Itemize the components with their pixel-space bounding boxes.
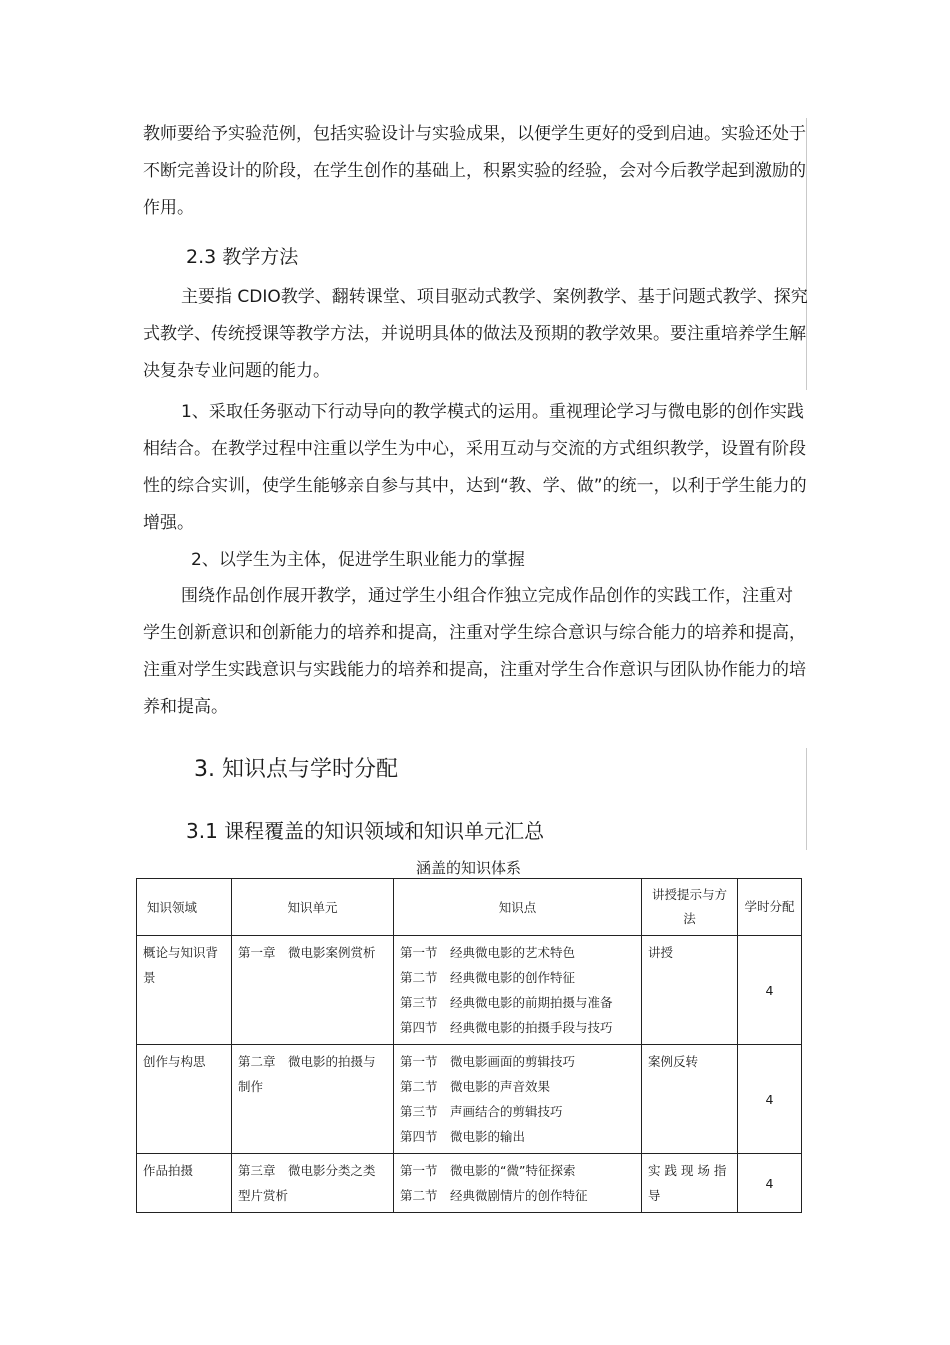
- knowledge-point: 第四节 微电影的输出: [400, 1129, 526, 1144]
- paragraph-teaching-methods: 主要指 CDIO教学、翻转课堂、项目驱动式教学、案例教学、基于问题式教学、探究式教学、传统授课等教学方法，并说明具体的做法及预期的教学效果。要注重培养学生解决复杂专业问题的能力。: [143, 287, 808, 381]
- header-method: 讲授提示与方法: [642, 879, 738, 936]
- cell-method: 案例反转: [642, 1045, 738, 1154]
- table-row: [137, 936, 802, 1045]
- knowledge-table: [136, 878, 802, 1213]
- table-caption: 涵盖的知识体系: [415, 859, 521, 877]
- knowledge-point: 第三节 经典微电影的前期拍摄与准备: [400, 995, 613, 1010]
- cell-domain: 创作与构思: [137, 1045, 232, 1154]
- cell-domain: 概论与知识背景: [137, 936, 232, 1045]
- knowledge-point: 第三节 声画结合的剪辑技巧: [400, 1104, 563, 1119]
- cell-hours: 4: [738, 1045, 802, 1154]
- cell-unit: 第三章 微电影分类之类型片赏析: [232, 1154, 394, 1213]
- cell-method: 实 践 现 场 指导: [642, 1154, 738, 1213]
- header-unit: 知识单元: [232, 879, 394, 936]
- cell-points: [394, 936, 642, 1045]
- cell-hours: 4: [738, 1154, 802, 1213]
- knowledge-point: 第二节 微电影的声音效果: [400, 1079, 551, 1094]
- knowledge-point: 第一节 经典微电影的艺术特色: [400, 945, 576, 960]
- paragraph-item-1: 1、采取任务驱动下行动导向的教学模式的运用。重视理论学习与微电影的创作实践相结合。在教学过程中注重以学生为中心，采用互动与交流的方式组织教学，设置有阶段性的综合实训，使学生能够亲自参与其中，达到“教、学、做”的统一，以利于学生能力的增强。: [143, 402, 807, 533]
- heading-3: 3. 知识点与学时分配: [194, 757, 398, 782]
- heading-2-3: 2.3 教学方法: [186, 246, 299, 268]
- knowledge-point: 第二节 经典微剧情片的创作特征: [400, 1188, 588, 1203]
- header-domain: 知识领域: [137, 879, 232, 936]
- cell-points: [394, 1045, 642, 1154]
- cell-hours: 4: [738, 936, 802, 1045]
- knowledge-point: 第二节 经典微电影的创作特征: [400, 970, 576, 985]
- table-row: [137, 1154, 802, 1213]
- margin-rule-section3: [806, 748, 807, 850]
- cell-unit: 第一章 微电影案例赏析: [232, 936, 394, 1045]
- knowledge-point: 第一节 微电影画面的剪辑技巧: [400, 1054, 576, 1069]
- paragraph-item-2-title: 2、以学生为主体，促进学生职业能力的掌握: [191, 550, 525, 570]
- cell-points: [394, 1154, 642, 1213]
- paragraph-item-2-body: 围绕作品创作展开教学，通过学生小组合作独立完成作品创作的实践工作，注重对学生创新意识和创新能力的培养和提高，注重对学生综合意识与综合能力的培养和提高，注重对学生实践意识与实践能力的培养和提高，注重对学生合作意识与团队协作能力的培养和提高。: [143, 586, 806, 717]
- table-header-row: [137, 879, 802, 936]
- header-points: 知识点: [394, 879, 642, 936]
- paragraph-experiment: 教师要给予实验范例，包括实验设计与实验成果，以便学生更好的受到启迪。实验还处于不断完善设计的阶段，在学生创作的基础上，积累实验的经验，会对今后教学起到激励的作用。: [143, 124, 806, 218]
- table-row: [137, 1045, 802, 1154]
- knowledge-point: 第四节 经典微电影的拍摄手段与技巧: [400, 1020, 613, 1035]
- heading-3-1: 3.1 课程覆盖的知识领域和知识单元汇总: [186, 819, 545, 843]
- cell-unit: 第二章 微电影的拍摄与制作: [232, 1045, 394, 1154]
- cell-method: 讲授: [642, 936, 738, 1045]
- header-hours: 学时分配: [738, 879, 802, 936]
- cell-domain: 作品拍摄: [137, 1154, 232, 1213]
- knowledge-point: 第一节 微电影的“微”特征探索: [400, 1163, 576, 1178]
